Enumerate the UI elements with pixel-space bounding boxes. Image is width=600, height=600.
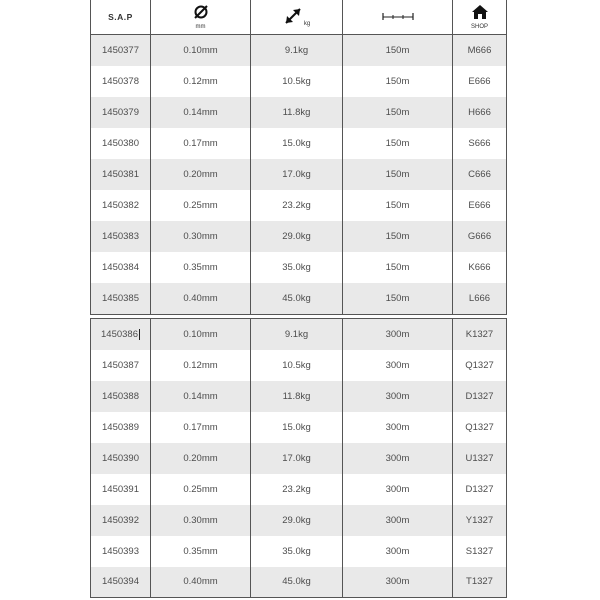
- sap-cell: [91, 381, 151, 412]
- breaking-strength-cell: [251, 443, 343, 474]
- shop-code-cell-value: Y1327: [465, 514, 494, 526]
- shop-code-cell-value: S1327: [465, 545, 494, 557]
- length-cell-value: 300m: [385, 483, 410, 495]
- sap-column-label: S.A.P: [108, 11, 133, 22]
- table-row: [91, 381, 507, 412]
- length-cell: [343, 283, 453, 314]
- sap-cell: [91, 252, 151, 283]
- sap-cell-value: 1450378: [102, 76, 139, 87]
- breaking-strength-cell-value: 15.0kg: [282, 138, 311, 149]
- diameter-cell-value: 0.14mm: [183, 390, 218, 402]
- shop-code-cell: [453, 252, 507, 283]
- shop-code-cell: [453, 35, 507, 66]
- diameter-cell-value: 0.40mm: [183, 292, 218, 304]
- shop-code-cell: [453, 567, 507, 598]
- breaking-strength-cell-value: 9.1kg: [284, 328, 309, 340]
- shop-code-cell-value: Q1327: [465, 359, 494, 371]
- sap-cell-value: 1450389: [102, 421, 139, 433]
- length-cell-value: 300m: [385, 328, 410, 340]
- breaking-strength-cell-value: 29.0kg: [282, 231, 311, 242]
- length-cell: [343, 128, 453, 159]
- diameter-cell: [151, 159, 251, 190]
- diameter-cell-value: 0.35mm: [183, 545, 218, 557]
- diameter-cell-value: 0.10mm: [183, 328, 218, 340]
- breaking-strength-cell-value: 17.0kg: [282, 452, 311, 464]
- diameter-cell: [151, 443, 251, 474]
- sap-cell-value: 1450391: [102, 483, 139, 495]
- length-cell: [343, 567, 453, 598]
- sap-cell-value: 1450382: [102, 200, 139, 211]
- diameter-cell: [151, 66, 251, 97]
- shop-code-cell-value: E666: [468, 76, 491, 87]
- breaking-strength-cell: [251, 97, 343, 128]
- breaking-strength-cell-value: 29.0kg: [282, 514, 311, 526]
- sap-cell-value: 1450377: [102, 45, 139, 56]
- breaking-strength-cell-value: 9.1kg: [284, 45, 309, 56]
- sap-cell-value: 1450392: [102, 514, 139, 526]
- sap-cell-value: 1450379: [102, 107, 139, 118]
- shop-code-cell: [453, 221, 507, 252]
- breaking-strength-cell: [251, 159, 343, 190]
- sap-cell: [91, 190, 151, 221]
- sap-cell: [91, 319, 151, 350]
- breaking-strength-cell: [251, 350, 343, 381]
- sap-cell: [91, 66, 151, 97]
- shop-code-cell-value: C666: [468, 169, 491, 180]
- shop-code-cell-value: T1327: [466, 576, 493, 588]
- table-row: [91, 35, 507, 66]
- length-cell-value: 150m: [385, 76, 410, 87]
- shop-code-cell: [453, 505, 507, 536]
- breaking-strength-cell-value: 15.0kg: [282, 421, 311, 433]
- length-cell: [343, 252, 453, 283]
- diameter-cell-value: 0.25mm: [183, 483, 218, 495]
- diameter-cell: [151, 536, 251, 567]
- table-row: [91, 474, 507, 505]
- sap-cell: [91, 474, 151, 505]
- table-row: [91, 319, 507, 350]
- diameter-cell: [151, 190, 251, 221]
- diameter-cell-value: 0.30mm: [183, 231, 218, 242]
- length-cell-value: 300m: [385, 390, 410, 402]
- diameter-cell-value: 0.20mm: [183, 169, 218, 180]
- diameter-cell-value: 0.30mm: [183, 514, 218, 526]
- shop-code-cell: [453, 412, 507, 443]
- diameter-cell-value: 0.25mm: [183, 200, 218, 211]
- spec-table-300m: [90, 318, 507, 598]
- text-cursor: [139, 329, 140, 340]
- sap-cell-value: 1450381: [102, 169, 139, 180]
- sap-cell-value: 1450390: [102, 452, 139, 464]
- shop-code-cell-value: S666: [468, 138, 491, 149]
- table-row: [91, 505, 507, 536]
- length-cell: [343, 35, 453, 66]
- breaking-strength-cell-value: 45.0kg: [282, 576, 311, 588]
- table-row: [91, 97, 507, 128]
- shop-code-cell-value: U1327: [465, 452, 494, 464]
- shop-code-cell-value: L666: [468, 292, 491, 304]
- header-breaking-strength: [251, 0, 343, 35]
- table-row: [91, 252, 507, 283]
- diameter-cell: [151, 474, 251, 505]
- breaking-strength-cell-value: 10.5kg: [282, 76, 311, 87]
- shop-code-cell: [453, 128, 507, 159]
- spec-table-header: [90, 0, 507, 35]
- shop-code-cell: [453, 66, 507, 97]
- sap-cell: [91, 350, 151, 381]
- shop-code-cell: [453, 159, 507, 190]
- shop-code-cell: [453, 443, 507, 474]
- header-diameter: [151, 0, 251, 35]
- shop-code-cell-value: Q1327: [465, 421, 494, 433]
- sap-cell: [91, 505, 151, 536]
- table-row: [91, 190, 507, 221]
- length-cell: [343, 350, 453, 381]
- sap-cell-value: 1450385: [102, 292, 139, 304]
- diameter-cell: [151, 128, 251, 159]
- sap-cell-value: 1450380: [102, 138, 139, 149]
- breaking-strength-cell: [251, 66, 343, 97]
- diameter-cell-value: 0.14mm: [183, 107, 218, 118]
- breaking-strength-cell: [251, 283, 343, 314]
- sap-cell: [91, 412, 151, 443]
- breaking-strength-cell: [251, 319, 343, 350]
- sap-cell: [91, 443, 151, 474]
- breaking-strength-cell: [251, 221, 343, 252]
- breaking-strength-cell-value: 17.0kg: [282, 169, 311, 180]
- length-cell-value: 300m: [385, 452, 410, 464]
- breaking-strength-cell: [251, 567, 343, 598]
- sap-cell-value: 1450386: [101, 328, 138, 340]
- sap-cell: [91, 35, 151, 66]
- length-cell-value: 150m: [385, 107, 410, 118]
- diameter-cell-value: 0.17mm: [183, 138, 218, 149]
- table-row: [91, 536, 507, 567]
- diameter-cell: [151, 381, 251, 412]
- breaking-strength-cell: [251, 381, 343, 412]
- breaking-strength-cell-value: 10.5kg: [282, 359, 311, 371]
- breaking-strength-cell: [251, 190, 343, 221]
- spec-table-150m: [90, 35, 507, 315]
- table-row: [91, 221, 507, 252]
- breaking-strength-cell-value: 45.0kg: [282, 292, 311, 304]
- length-cell: [343, 381, 453, 412]
- table-row: [91, 128, 507, 159]
- breaking-strength-cell-value: 23.2kg: [282, 483, 311, 495]
- sap-cell-value: 1450388: [102, 390, 139, 402]
- length-cell: [343, 159, 453, 190]
- sap-cell: [91, 97, 151, 128]
- diameter-cell-value: 0.17mm: [183, 421, 218, 433]
- diameter-cell: [151, 221, 251, 252]
- shop-code-cell-value: M666: [467, 45, 492, 56]
- length-cell-value: 150m: [385, 262, 410, 273]
- breaking-strength-cell-value: 23.2kg: [282, 200, 311, 211]
- diameter-cell-value: 0.12mm: [183, 76, 218, 87]
- table-row: [91, 159, 507, 190]
- breaking-strength-cell-value: 35.0kg: [282, 262, 311, 273]
- diameter-cell: [151, 412, 251, 443]
- diameter-symbol-icon: [193, 4, 209, 23]
- diameter-cell: [151, 252, 251, 283]
- shop-house-icon: [471, 4, 489, 23]
- table-row: [91, 412, 507, 443]
- sap-cell-value: 1450394: [102, 576, 139, 588]
- shop-code-cell: [453, 381, 507, 412]
- shop-code-cell-value: E666: [468, 200, 491, 211]
- length-cell-value: 150m: [385, 169, 410, 180]
- shop-code-cell: [453, 283, 507, 314]
- length-cell: [343, 412, 453, 443]
- breaking-strength-cell: [251, 536, 343, 567]
- shop-code-cell-value: K666: [468, 262, 491, 273]
- length-cell: [343, 474, 453, 505]
- diameter-cell: [151, 350, 251, 381]
- shop-code-cell: [453, 536, 507, 567]
- length-cell-value: 300m: [385, 545, 410, 557]
- diameter-cell-value: 0.35mm: [183, 262, 218, 273]
- diameter-cell-value: 0.20mm: [183, 452, 218, 464]
- sap-cell-value: 1450387: [102, 359, 139, 371]
- shop-code-cell-value: G666: [467, 231, 492, 242]
- length-cell: [343, 536, 453, 567]
- table-row: [91, 350, 507, 381]
- sap-cell: [91, 536, 151, 567]
- header-row: [91, 0, 507, 35]
- sap-cell: [91, 221, 151, 252]
- shop-code-cell-value: H666: [468, 107, 491, 118]
- length-cell: [343, 97, 453, 128]
- breaking-strength-cell: [251, 474, 343, 505]
- length-cell-value: 300m: [385, 421, 410, 433]
- diameter-unit-label: mm: [195, 23, 206, 30]
- diameter-cell: [151, 319, 251, 350]
- diameter-cell-value: 0.10mm: [183, 45, 218, 56]
- length-cell-value: 300m: [385, 576, 410, 588]
- table-row: [91, 283, 507, 314]
- length-cell-value: 150m: [385, 45, 410, 56]
- product-spec-sheet: [90, 0, 506, 600]
- length-cell: [343, 505, 453, 536]
- diameter-cell: [151, 35, 251, 66]
- table-row: [91, 66, 507, 97]
- diameter-cell: [151, 97, 251, 128]
- sap-cell-value: 1450384: [102, 262, 139, 273]
- table-row: [91, 443, 507, 474]
- length-cell-value: 150m: [385, 138, 410, 149]
- length-cell: [343, 319, 453, 350]
- breaking-strength-cell: [251, 412, 343, 443]
- shop-code-cell: [453, 350, 507, 381]
- breaking-strength-cell: [251, 252, 343, 283]
- header-length: [343, 0, 453, 35]
- header-sap: [91, 0, 151, 35]
- diameter-cell: [151, 505, 251, 536]
- length-cell: [343, 190, 453, 221]
- diameter-cell: [151, 567, 251, 598]
- breaking-strength-cell: [251, 35, 343, 66]
- sap-cell: [91, 567, 151, 598]
- sap-cell: [91, 128, 151, 159]
- sap-cell-value: 1450383: [102, 231, 139, 242]
- breaking-strength-cell: [251, 128, 343, 159]
- shop-code-cell: [453, 190, 507, 221]
- sap-cell: [91, 283, 151, 314]
- length-ruler-icon: [381, 13, 415, 24]
- table-row: [91, 567, 507, 598]
- header-shop: [453, 0, 507, 35]
- breaking-strength-cell-value: 35.0kg: [282, 545, 311, 557]
- breaking-strength-cell-value: 11.8kg: [282, 390, 311, 402]
- shop-code-cell-value: D1327: [465, 483, 494, 495]
- length-cell: [343, 66, 453, 97]
- shop-code-cell: [453, 97, 507, 128]
- length-cell-value: 300m: [385, 359, 410, 371]
- shop-label: SHOP: [470, 23, 488, 30]
- length-cell: [343, 221, 453, 252]
- length-cell-value: 300m: [385, 514, 410, 526]
- breaking-unit-label: kg: [303, 20, 311, 27]
- length-cell-value: 150m: [385, 200, 410, 211]
- length-cell-value: 150m: [385, 231, 410, 242]
- sap-cell: [91, 159, 151, 190]
- sap-cell-value: 1450393: [102, 545, 139, 557]
- breaking-strength-cell-value: 11.8kg: [282, 107, 311, 118]
- breaking-strength-cell: [251, 505, 343, 536]
- diameter-cell-value: 0.40mm: [183, 576, 218, 588]
- length-cell: [343, 443, 453, 474]
- shop-code-cell: [453, 319, 507, 350]
- shop-code-cell-value: D1327: [465, 390, 494, 402]
- strength-arrows-icon: [283, 6, 303, 29]
- diameter-cell-value: 0.12mm: [183, 359, 218, 371]
- diameter-cell: [151, 283, 251, 314]
- shop-code-cell-value: K1327: [465, 328, 494, 340]
- shop-code-cell: [453, 474, 507, 505]
- length-cell-value: 150m: [385, 292, 410, 304]
